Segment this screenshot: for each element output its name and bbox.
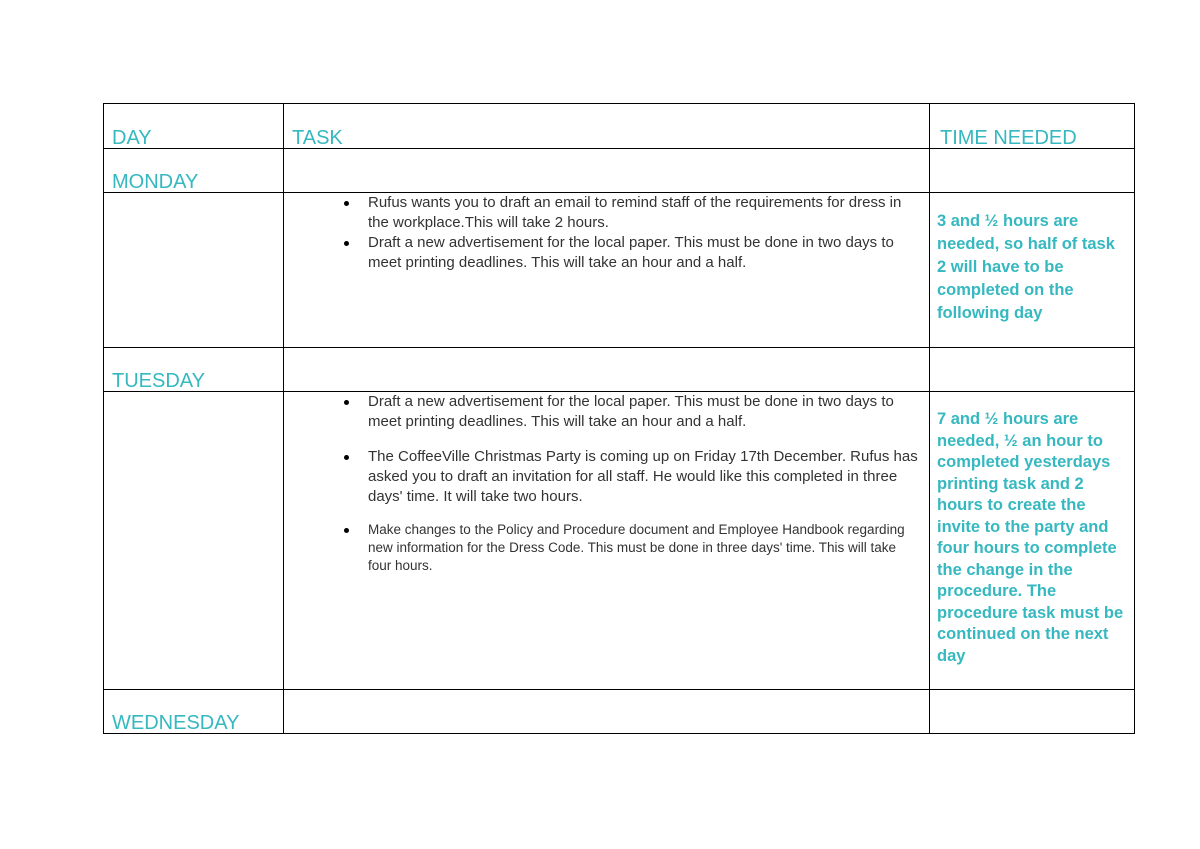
tuesday-time-cell [930, 392, 1135, 690]
header-row [104, 104, 1135, 149]
tuesday-tasks-day-cell [104, 392, 284, 690]
monday-tasks-day-cell [104, 193, 284, 348]
header-day-cell [104, 104, 284, 149]
header-time-cell [930, 104, 1135, 149]
monday-task-list [284, 193, 929, 273]
header-task-cell [284, 104, 930, 149]
monday-task-empty-cell [284, 149, 930, 193]
monday-time-cell [930, 193, 1135, 348]
tuesday-task-empty-cell [284, 348, 930, 392]
monday-time-needed: 3 and ½ hours are needed, so half of task 2 will have to be completed on the following day [937, 212, 1115, 322]
tuesday-task-item: Make changes to the Policy and Procedure document and Employee Handbook regarding new information for the Dress Code. This must be done in three days' time. This will take four hours. [368, 521, 929, 575]
tuesday-tasks-cell [284, 392, 930, 690]
tuesday-task-item: Draft a new advertisement for the local paper. This must be done in two days to meet printing deadlines. This will take an hour and a half. [368, 392, 929, 432]
tuesday-label-row [104, 348, 1135, 392]
monday-tasks-row [104, 193, 1135, 348]
monday-label: MONDAY [112, 171, 199, 193]
monday-task-item: Rufus wants you to draft an email to remind staff of the requirements for dress in the workplace.This will take 2 hours. [368, 193, 929, 233]
tuesday-task-list [284, 392, 929, 575]
tuesday-day-cell [104, 348, 284, 392]
monday-label-row [104, 149, 1135, 193]
tuesday-label: TUESDAY [112, 370, 205, 392]
tuesday-task-item: The CoffeeVille Christmas Party is coming up on Friday 17th December. Rufus has asked you to draft an invitation for all staff. He would like this completed in three days' time. It will take two hours. [368, 447, 929, 507]
tuesday-time-needed: 7 and ½ hours are needed, ½ an hour to completed yesterdays printing task and 2 hours to create the invite to the party and four hours to complete the change in the procedure. The procedure task must be continued on the next day [937, 410, 1124, 665]
wednesday-time-empty-cell [930, 690, 1135, 734]
monday-tasks-cell [284, 193, 930, 348]
monday-day-cell [104, 149, 284, 193]
weekly-task-schedule-table [103, 103, 1135, 734]
monday-time-empty-cell [930, 149, 1135, 193]
header-task-label: TASK [292, 127, 343, 149]
header-time-label: TIME NEEDED [940, 127, 1077, 149]
wednesday-task-empty-cell [284, 690, 930, 734]
wednesday-day-cell [104, 690, 284, 734]
wednesday-label: WEDNESDAY [112, 712, 240, 734]
monday-task-item: Draft a new advertisement for the local paper. This must be done in two days to meet printing deadlines. This will take an hour and a half. [368, 233, 929, 273]
tuesday-tasks-row [104, 392, 1135, 690]
header-day-label: DAY [112, 127, 152, 149]
wednesday-label-row [104, 690, 1135, 734]
tuesday-time-empty-cell [930, 348, 1135, 392]
